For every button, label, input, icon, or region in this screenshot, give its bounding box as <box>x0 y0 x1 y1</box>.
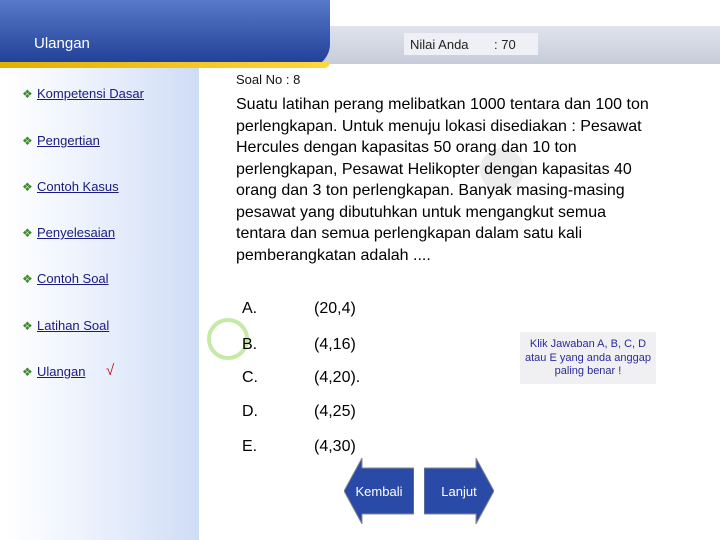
option-value: (20,4) <box>314 300 356 317</box>
sidebar-item-label: Ulangan <box>37 364 86 379</box>
option-letter: D. <box>242 403 258 420</box>
option-letter: B. <box>242 336 258 353</box>
bullet-icon: ❖ <box>22 225 33 240</box>
option-value: (4,20). <box>314 369 361 386</box>
bullet-icon: ❖ <box>22 179 33 194</box>
sidebar-item-label: Contoh Kasus <box>37 179 119 194</box>
next-button[interactable] <box>424 458 494 524</box>
option-value: (4,25) <box>314 403 356 420</box>
header-title-panel <box>0 0 330 68</box>
bullet-icon: ❖ <box>22 318 33 333</box>
score-label: Nilai Anda <box>410 37 469 52</box>
sidebar-item-penyelesaian[interactable] <box>22 225 115 240</box>
sidebar-item-ulangan[interactable] <box>22 364 85 379</box>
sidebar-item-label: Latihan Soal <box>37 318 110 333</box>
sidebar-item-label: Penyelesaian <box>37 225 116 240</box>
sidebar-item-kompetensi-dasar[interactable] <box>22 86 144 101</box>
option-letter: E. <box>242 438 258 455</box>
question-text: Suatu latihan perang melibatkan 1000 tentara dan 100 ton perlengkapan. Untuk menuju lokasi disediakan : Pesawat Hercules dengan kapasitas 50 orang dan 10 ton perlengkapan, Pesawat Helikopter dengan kapasitas 40 orang dan 3 ton perlengkapan. Banyak masing-masing pesawat yang dibutuhkan untuk mengangkut semua tentara dan semua perlengkapan dalam satu kali pemberangkatan adalah .... <box>236 96 649 264</box>
sidebar-item-label: Contoh Soal <box>37 271 109 286</box>
bullet-icon: ❖ <box>22 86 33 101</box>
sidebar-item-label: Kompetensi Dasar <box>37 86 144 101</box>
bullet-icon: ❖ <box>22 364 33 379</box>
option-letter: C. <box>242 369 258 386</box>
bullet-icon: ❖ <box>22 271 33 286</box>
back-button-label: Kembali <box>355 484 403 499</box>
sidebar-item-latihan-soal[interactable] <box>22 318 109 333</box>
current-section-check-icon: √ <box>106 362 115 379</box>
page-title: Ulangan <box>34 35 90 52</box>
option-value: (4,30) <box>314 438 356 455</box>
question-number: Soal No : 8 <box>236 72 301 87</box>
score-value: : 70 <box>494 37 516 52</box>
sidebar-item-contoh-soal[interactable] <box>22 271 109 286</box>
option-letter: A. <box>242 300 258 317</box>
sidebar-item-label: Pengertian <box>37 133 100 148</box>
sidebar-item-contoh-kasus[interactable] <box>22 179 119 194</box>
option-value: (4,16) <box>314 336 356 353</box>
score-box <box>404 33 538 55</box>
back-button[interactable] <box>344 458 414 524</box>
next-button-label: Lanjut <box>441 484 477 499</box>
bullet-icon: ❖ <box>22 133 33 148</box>
instruction-hint: Klik Jawaban A, B, C, D atau E yang anda anggap paling benar ! <box>520 332 656 384</box>
sidebar-item-pengertian[interactable] <box>22 133 100 148</box>
